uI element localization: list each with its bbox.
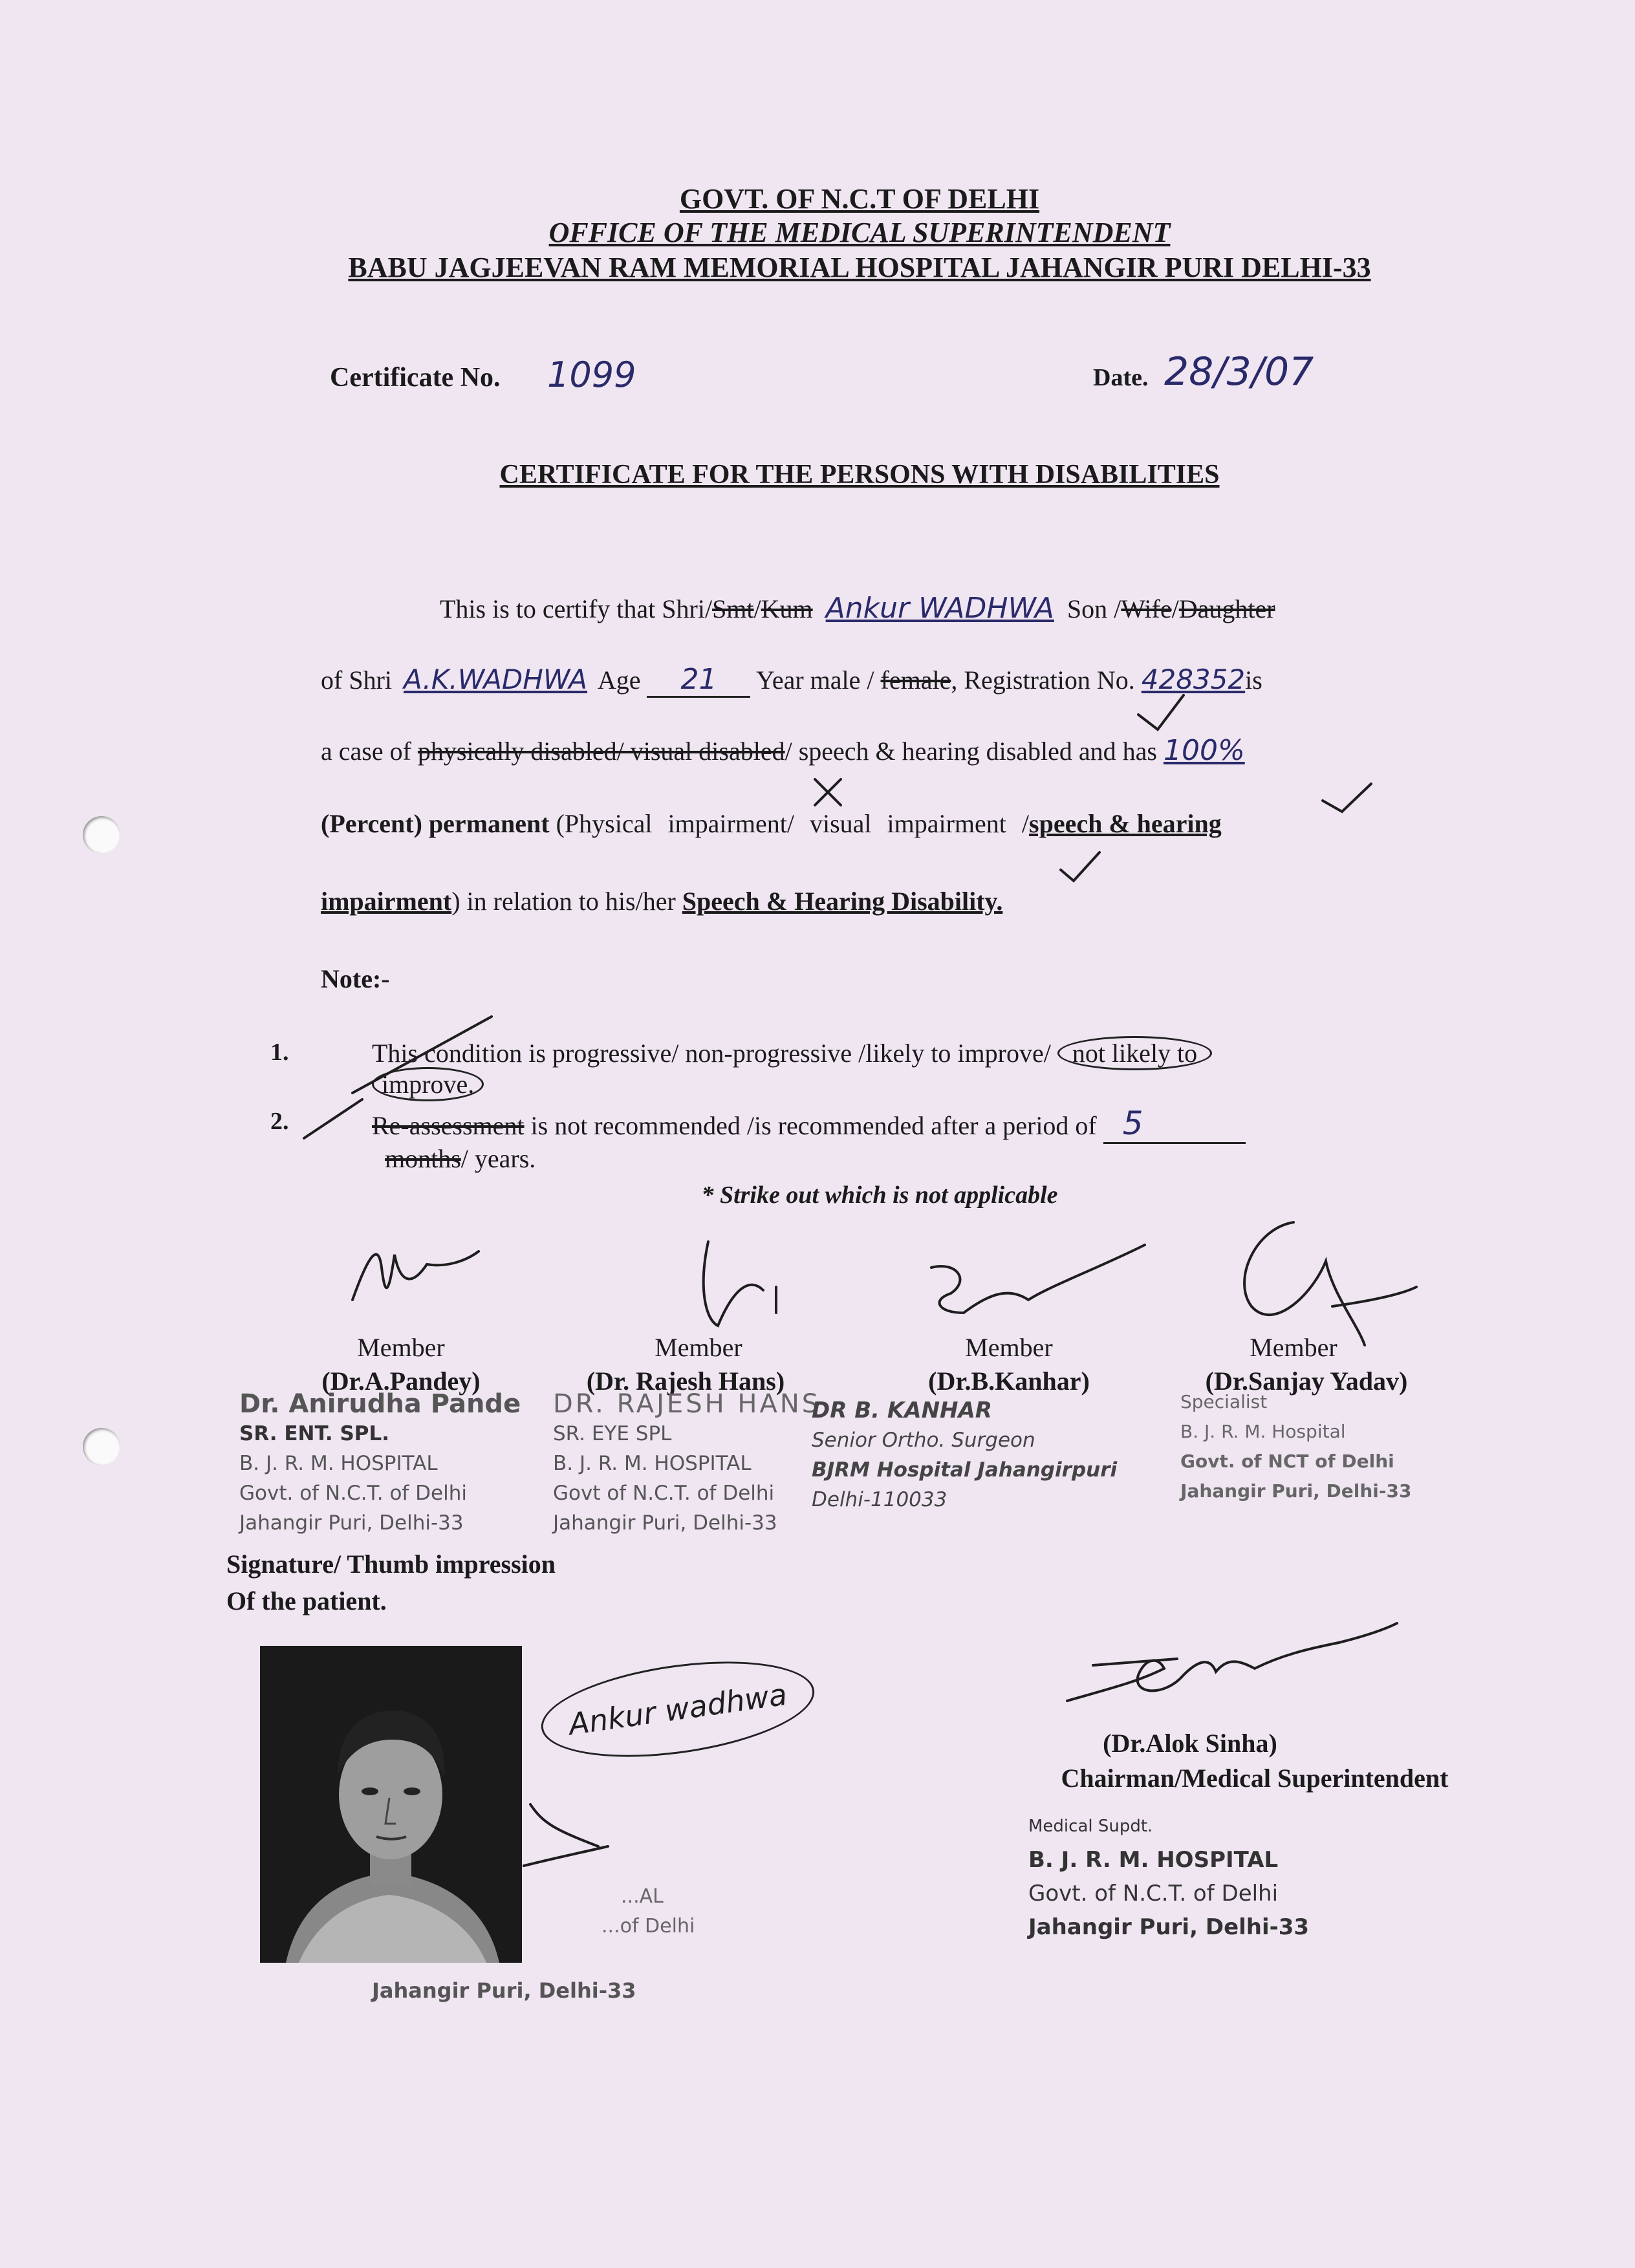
stamp-line: B. J. R. M. HOSPITAL <box>1028 1847 1279 1873</box>
certificate-no-label: Certificate No. <box>330 363 501 393</box>
stamp-line: B. J. R. M. HOSPITAL <box>553 1452 752 1475</box>
stamp-line: Jahangir Puri, Delhi-33 <box>239 1511 464 1535</box>
certificate-no-value: 1099 <box>547 354 636 395</box>
patient-name: Ankur WADHWA <box>825 592 1054 625</box>
note-item-1-text: This condition is progressive/ non-progressive /likely to improve/ <box>372 1039 1051 1068</box>
text-disability-type: Speech & Hearing Disability. <box>682 887 1003 916</box>
patient-stamp <box>537 1882 731 1941</box>
text-slash2: / <box>1171 594 1179 623</box>
father-name: A.K.WADHWA <box>404 664 588 695</box>
stamp-line: Govt of N.C.T. of Delhi <box>553 1482 775 1505</box>
member-3-name: (Dr.B.Kanhar) <box>928 1366 1090 1396</box>
stamp-line: BJRM Hospital Jahangirpuri <box>812 1458 1118 1482</box>
stamp-line: Dr. Anirudha Pande <box>239 1389 521 1419</box>
stamp-line: B. J. R. M. HOSPITAL <box>239 1452 438 1475</box>
text-case-of: a case of <box>321 737 411 766</box>
chairman-name: (Dr.Alok Sinha) <box>1103 1729 1277 1758</box>
patient-signature-text: Ankur wadhwa <box>566 1676 790 1742</box>
note-item-2-months: months <box>385 1144 461 1173</box>
stamp-line: B. J. R. M. Hospital <box>1180 1421 1346 1442</box>
stamp-line: Jahangir Puri, Delhi-33 <box>1028 1914 1310 1940</box>
chairman-stamp <box>1028 1809 1365 1944</box>
stamp-line: Senior Ortho. Surgeon <box>812 1429 1035 1452</box>
stamp-line: ...AL <box>621 1885 664 1908</box>
stamp-line: SR. ENT. SPL. <box>239 1422 390 1445</box>
stamp-line: Jahangir Puri, Delhi-33 <box>553 1511 777 1535</box>
stamp-line: SR. EYE SPL <box>553 1422 672 1445</box>
header-office: OFFICE OF THE MEDICAL SUPERINTENDENT <box>548 217 1171 248</box>
text-in-relation: ) in relation to his/her <box>451 887 676 916</box>
text-is: is <box>1245 665 1262 695</box>
member-2-name: (Dr. Rajesh Hans) <box>586 1366 785 1396</box>
text-slash: / <box>753 594 761 623</box>
member-1-role: Member <box>357 1333 445 1362</box>
header-hospital: BABU JAGJEEVAN RAM MEMORIAL HOSPITAL JAHANGIR PURI DELHI-33 <box>348 252 1371 283</box>
header-govt: GOVT. OF N.C.T OF DELHI <box>679 183 1040 215</box>
note-label: Note:- <box>321 964 390 993</box>
patient-signature-label: Signature/ Thumb impression <box>226 1550 556 1579</box>
stamp-line: Govt. of NCT of Delhi <box>1180 1451 1394 1472</box>
stamp-line: Govt. of N.C.T. of Delhi <box>239 1482 467 1505</box>
stamp-line: ...of Delhi <box>601 1915 695 1938</box>
reassessment-period: 5 <box>1103 1105 1246 1144</box>
note-item-1-circled: not likely to <box>1057 1036 1212 1070</box>
member-4-name: (Dr.Sanjay Yadav) <box>1205 1366 1408 1396</box>
stamp-line: DR. RAJESH HANS <box>553 1389 821 1419</box>
stamp-line: Jahangir Puri, Delhi-33 <box>1180 1480 1412 1502</box>
date-label: Date. <box>1093 364 1149 391</box>
patient-signature-label-2: Of the patient. <box>226 1586 387 1615</box>
stamp-line: Delhi-110033 <box>812 1488 947 1511</box>
note-item-2-text: is not recommended /is recommended after a period of <box>530 1111 1097 1140</box>
chairman-title: Chairman/Medical Superintendent <box>1061 1764 1449 1793</box>
note-item-2-years: / years. <box>460 1144 536 1173</box>
stamp-line: Govt. of N.C.T. of Delhi <box>1028 1881 1279 1906</box>
note-number-2: 2. <box>270 1108 289 1135</box>
stamp-line: Medical Supdt. <box>1028 1817 1153 1836</box>
note-item-1-circled-cont: improve. <box>372 1067 484 1101</box>
stamp-line: Specialist <box>1180 1391 1268 1412</box>
text-speech-hearing-disabled: / speech & hearing disabled and has <box>785 737 1157 766</box>
date-value: 28/3/07 <box>1164 349 1314 394</box>
member-1-name: (Dr.A.Pandey) <box>321 1366 481 1396</box>
member-4-role: Member <box>1250 1333 1337 1362</box>
text-smt: Smt <box>712 594 754 623</box>
text-physically-visual: physically disabled/ visual disabled <box>417 737 785 766</box>
text-daughter: Daughter <box>1178 594 1275 623</box>
percent-value: 100% <box>1163 734 1245 767</box>
text-kum: Kum <box>761 594 813 623</box>
stamp-line: DR B. KANHAR <box>812 1398 992 1423</box>
text-certify: This is to certify that Shri/ <box>440 594 713 623</box>
member-2-role: Member <box>655 1333 742 1362</box>
text-age: Age <box>597 665 641 695</box>
patient-stamp-bottom <box>372 1976 669 2005</box>
registration-no: 428352 <box>1141 664 1246 695</box>
text-of-shri: of Shri <box>321 665 392 695</box>
text-impairment: impairment <box>321 887 452 916</box>
age-value: 21 <box>647 663 750 698</box>
note-number-1: 1. <box>270 1039 289 1066</box>
text-female: female <box>880 665 951 695</box>
text-percent-permanent: (Percent) permanent <box>321 809 550 838</box>
certificate-title: CERTIFICATE FOR THE PERSONS WITH DISABILITIES <box>499 460 1220 490</box>
text-son: Son / <box>1067 594 1121 623</box>
text-year-male: Year male / <box>755 665 874 695</box>
text-impairment-list: (Physical impairment/ visual impairment / <box>556 809 1030 838</box>
note-item-2-reassessment: Re-assessment <box>372 1111 525 1140</box>
stamp-line: Jahangir Puri, Delhi-33 <box>372 1978 636 2003</box>
member-3-role: Member <box>965 1333 1053 1362</box>
text-speech-hearing: speech & hearing <box>1029 809 1222 838</box>
text-registration: , Registration No. <box>951 665 1135 695</box>
text-wife: Wife <box>1121 594 1172 623</box>
strike-note: * Strike out which is not applicable <box>701 1182 1058 1209</box>
